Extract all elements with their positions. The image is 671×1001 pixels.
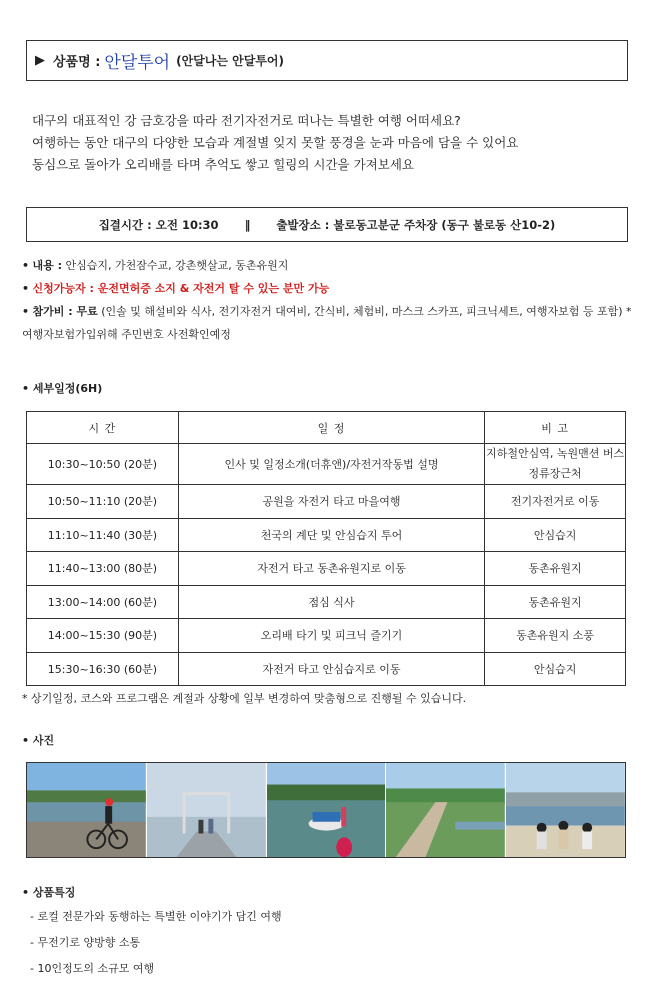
features-section-title	[22, 884, 75, 900]
cell-remark: 동촌유원지 소풍	[485, 619, 626, 653]
schedule-section-title	[22, 380, 102, 396]
photo-frame-sculpture	[147, 763, 267, 857]
photos-section-title	[22, 732, 54, 748]
header-time: 시 간	[27, 412, 179, 444]
bullet-icon: •	[22, 282, 30, 295]
cell-plan: 자전거 타고 동촌유원지로 이동	[178, 552, 484, 586]
product-name: 안달투어	[104, 53, 171, 73]
separator: ‖	[244, 217, 251, 232]
table-row	[27, 485, 626, 519]
meeting-time: 집결시간 : 오전 10:30	[98, 217, 219, 232]
table-row	[27, 444, 626, 485]
intro-line: 여행하는 동안 대구의 다양한 모습과 계절별 잊지 못할 풍경을 눈과 마음에 담을 수 있어요	[32, 135, 519, 150]
fee-text: (인솔 및 해설비와 식사, 전기자전거 대여비, 간식비, 체험비, 마스크 스카프, 피크닉세트, 여행자보험 등 포함) *여행자보험가입위해 주민번호 사전확인예정	[22, 305, 632, 341]
list-item: - 무전기로 양방향 소통	[30, 936, 141, 949]
bullet-icon: •	[22, 259, 30, 272]
cell-remark: 전기자전거로 이동	[485, 485, 626, 519]
photo-picnic-group	[506, 763, 625, 857]
cell-remark: 안심습지	[485, 518, 626, 552]
header-plan: 일 정	[178, 412, 484, 444]
product-title-box	[26, 40, 628, 81]
cell-plan: 점심 식사	[178, 585, 484, 619]
meeting-info-box	[26, 207, 628, 242]
cell-remark: 안심습지	[485, 652, 626, 686]
cell-plan: 오리배 타기 및 피크닉 즐기기	[178, 619, 484, 653]
features-title-text: 상품특징	[32, 886, 76, 899]
table-row	[27, 619, 626, 653]
product-label: 상품명 :	[53, 55, 101, 70]
photos-title-text: 사진	[32, 734, 55, 747]
content-text: 안심습지, 가천잠수교, 강촌햇살교, 동촌유원지	[65, 259, 289, 272]
meeting-place: 출발장소 : 불로동고분군 주차장 (동구 불로동 산10-2)	[276, 217, 556, 232]
cell-plan: 자전거 타고 안심습지로 이동	[178, 652, 484, 686]
photo-wetland-path	[386, 763, 506, 857]
cell-time: 13:00~14:00 (60분)	[27, 585, 179, 619]
schedule-note: * 상기일정, 코스와 프로그램은 계절과 상황에 일부 변경하여 맞춤형으로 진행될 수 있습니다.	[22, 692, 467, 705]
bullet-icon: •	[22, 734, 30, 747]
schedule-title-text: 세부일정(6H)	[32, 382, 103, 395]
cell-time: 11:10~11:40 (30분)	[27, 518, 179, 552]
cell-remark: 지하철안심역, 녹원맨션 버스정류장근처	[485, 444, 626, 485]
list-item: - 로컬 전문가와 동행하는 특별한 이야기가 담긴 여행	[30, 910, 282, 923]
list-item: - 10인정도의 소규모 여행	[30, 962, 155, 975]
product-subtitle: (안달나는 안달투어)	[176, 54, 284, 68]
cell-time: 11:40~13:00 (80분)	[27, 552, 179, 586]
intro-line: 대구의 대표적인 강 금호강을 따라 전기자전거로 떠나는 특별한 여행 어떠세요?	[32, 113, 461, 128]
bullet-icon: •	[22, 886, 30, 899]
table-row	[27, 585, 626, 619]
cell-plan: 인사 및 일정소개(더휴앤)/자전거작동법 설명	[178, 444, 484, 485]
intro-text	[32, 110, 632, 176]
cell-time: 10:30~10:50 (20분)	[27, 444, 179, 485]
table-header-row	[27, 412, 626, 444]
eligibility-line	[22, 277, 632, 300]
cell-plan: 천국의 계단 및 안심습지 투어	[178, 518, 484, 552]
table-row	[27, 552, 626, 586]
cell-plan: 공원을 자전거 타고 마을여행	[178, 485, 484, 519]
play-arrow-icon: ▶	[35, 53, 45, 68]
cell-time: 14:00~15:30 (90분)	[27, 619, 179, 653]
header-remark: 비 고	[485, 412, 626, 444]
bullet-icon: •	[22, 382, 30, 395]
fee-label: 참가비 : 무료	[32, 305, 98, 318]
schedule-table	[26, 411, 626, 686]
eligibility-text: 신청가능자 : 운전면허증 소지 & 자전거 탈 수 있는 분만 가능	[32, 282, 330, 295]
table-row	[27, 652, 626, 686]
table-row	[27, 518, 626, 552]
fee-line	[22, 300, 632, 346]
content-label: 내용 :	[32, 259, 63, 272]
cell-time: 10:50~11:10 (20분)	[27, 485, 179, 519]
photo-duck-boat	[267, 763, 387, 857]
content-line	[22, 254, 632, 277]
cell-remark: 동촌유원지	[485, 552, 626, 586]
cell-time: 15:30~16:30 (60분)	[27, 652, 179, 686]
photo-strip	[26, 762, 626, 858]
intro-line: 동심으로 돌아가 오리배를 타며 추억도 쌓고 힐링의 시간을 가져보세요	[32, 157, 414, 172]
cell-remark: 동촌유원지	[485, 585, 626, 619]
tour-info	[22, 254, 632, 346]
feature-list	[30, 904, 282, 982]
bullet-icon: •	[22, 305, 30, 318]
photo-cyclist	[27, 763, 147, 857]
